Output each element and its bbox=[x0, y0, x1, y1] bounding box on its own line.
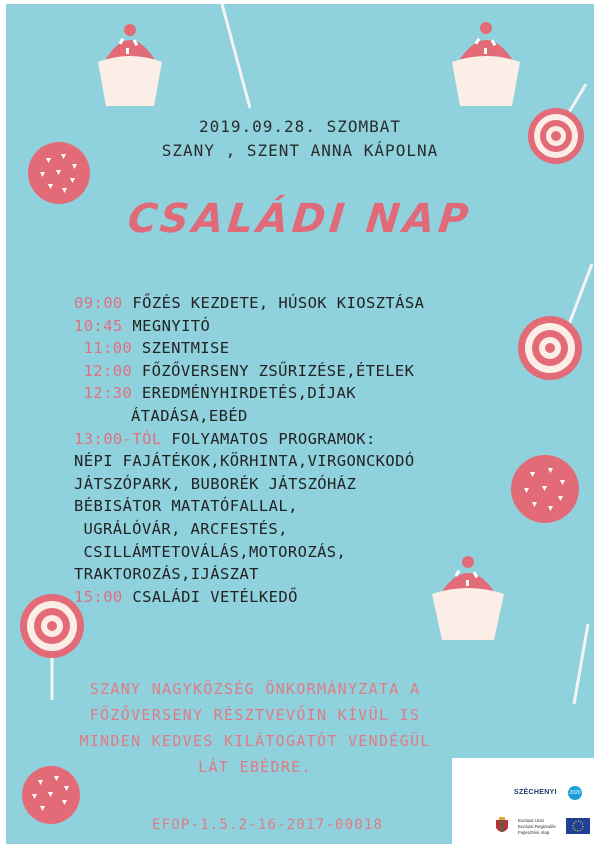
schedule-text: JÁTSZÓPARK, BUBORÉK JÁTSZÓHÁZ bbox=[74, 474, 357, 493]
cupcake-icon bbox=[90, 20, 170, 110]
event-title: CSALÁDI NAP bbox=[125, 196, 475, 242]
schedule-text: CSALÁDI VETÉLKEDŐ bbox=[122, 587, 298, 606]
schedule-text: TRAKTOROZÁS,IJÁSZAT bbox=[74, 565, 259, 584]
eu-flag-icon bbox=[566, 818, 590, 834]
cupcake-icon bbox=[446, 18, 526, 108]
lollipop-stick-icon bbox=[562, 624, 592, 704]
schedule-time: 11:00 bbox=[83, 339, 133, 358]
eu-fund-line: Európai Unió bbox=[518, 818, 545, 823]
schedule-text: FŐZÉS KEZDETE, HÚSOK KIOSZTÁSA bbox=[122, 294, 425, 312]
schedule-time: 12:30 bbox=[83, 384, 133, 403]
schedule-row bbox=[74, 382, 544, 405]
schedule-text: ÁTADÁSA,EBÉD bbox=[131, 406, 248, 425]
event-date: 2019.09.28. SZOMBAT bbox=[198, 117, 402, 136]
invitation-line: SZANY NAGYKÖZSÉG ÖNKORMÁNYZATA A bbox=[89, 680, 421, 698]
schedule-text: UGRÁLÓVÁR, ARCFESTÉS, bbox=[83, 519, 288, 538]
schedule-time: 15:00 bbox=[74, 587, 123, 606]
schedule-time: 13:00-TÓL bbox=[74, 429, 162, 448]
schedule-text: SZENTMISE bbox=[132, 339, 230, 358]
schedule-row bbox=[74, 315, 544, 338]
invitation-line: LÁT EBÉDRE. bbox=[198, 758, 312, 776]
schedule-row bbox=[74, 586, 544, 609]
project-code: EFOP-1.5.2-16-2017-00018 bbox=[152, 817, 384, 833]
invitation-line: FŐZŐVERSENY RÉSZTVEVŐIN KÍVÜL IS bbox=[89, 706, 421, 724]
schedule-text: EREDMÉNYHIRDETÉS,DÍJAK bbox=[132, 384, 357, 403]
schedule-row bbox=[74, 450, 544, 473]
schedule-row bbox=[74, 495, 544, 518]
schedule-row bbox=[74, 563, 544, 586]
funding-logos bbox=[452, 758, 600, 848]
schedule-time: 12:00 bbox=[83, 361, 133, 380]
schedule-row bbox=[74, 360, 544, 383]
schedule-row bbox=[74, 292, 544, 315]
schedule-text: BÉBISÁTOR MATATÓFALLAL, bbox=[74, 497, 298, 516]
invitation-text bbox=[60, 676, 450, 780]
event-venue: SZANY , SZENT ANNA KÁPOLNA bbox=[161, 141, 439, 160]
invitation-line: MINDEN KEDVES KILÁTOGATÓT VENDÉGÜL bbox=[79, 732, 431, 750]
szechenyi-2020-badge: 2020 bbox=[568, 786, 582, 800]
schedule-row bbox=[74, 541, 544, 564]
schedule-text: NÉPI FAJÁTÉKOK,KÖRHINTA,VIRGONCKODÓ bbox=[74, 452, 415, 471]
schedule-row bbox=[74, 428, 544, 451]
schedule-time: 10:45 bbox=[74, 316, 123, 335]
hungarian-coat-of-arms-icon bbox=[494, 816, 510, 836]
eu-fund-text bbox=[518, 818, 556, 836]
schedule-row bbox=[74, 518, 544, 541]
schedule-row bbox=[74, 473, 544, 496]
schedule-time: 09:00 bbox=[74, 294, 123, 312]
schedule-list bbox=[74, 292, 544, 608]
schedule-row bbox=[74, 337, 544, 360]
szechenyi-logo-text: SZÉCHENYI bbox=[514, 789, 557, 796]
lollipop-stick-icon bbox=[206, 4, 266, 114]
schedule-text: FOLYAMATOS PROGRAMOK: bbox=[161, 429, 376, 448]
eu-fund-line: Európai Regionális bbox=[518, 824, 556, 829]
schedule-row bbox=[74, 405, 544, 428]
schedule-text: FŐZŐVERSENY ZSŰRIZÉSE,ÉTELEK bbox=[132, 361, 415, 380]
eu-fund-line: Fejlesztési Alap bbox=[518, 830, 550, 835]
schedule-text: MEGNYITÓ bbox=[122, 316, 211, 335]
schedule-text: CSILLÁMTETOVÁLÁS,MOTOROZÁS, bbox=[83, 542, 347, 561]
